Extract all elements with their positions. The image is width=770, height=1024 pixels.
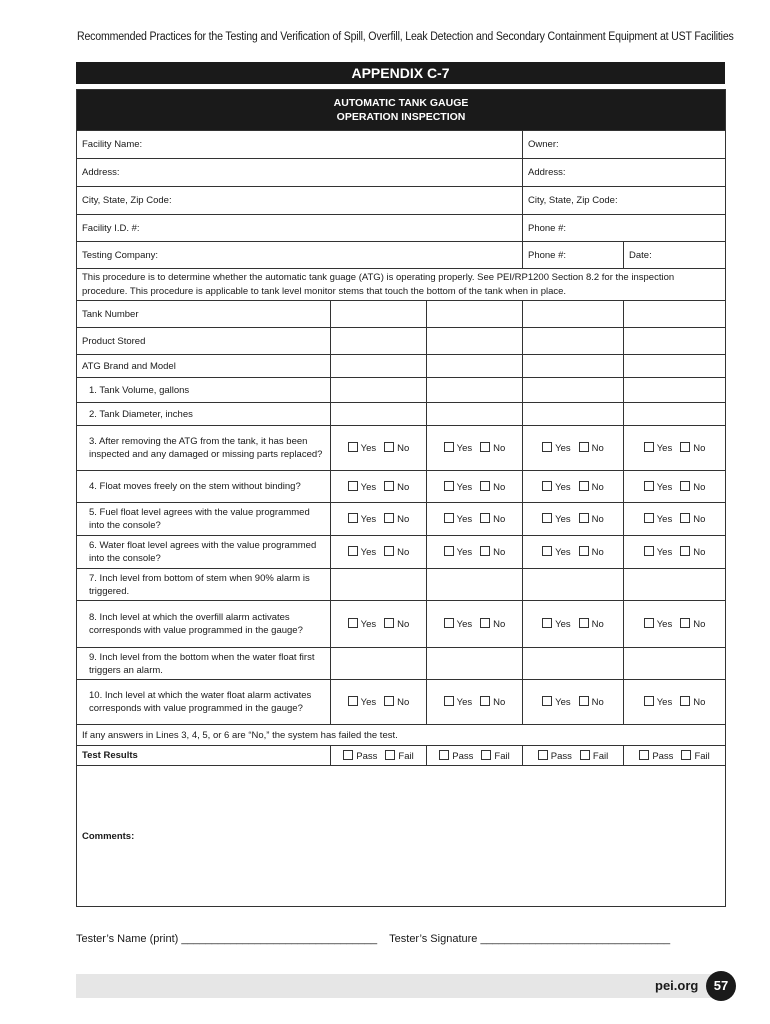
answer-cell — [427, 601, 523, 648]
yes-option[interactable] — [542, 481, 571, 493]
pass-option[interactable] — [439, 750, 473, 762]
answer-cell — [427, 426, 523, 471]
no-label: No — [493, 619, 506, 630]
answer-cell — [624, 536, 726, 569]
pass-label: Pass — [550, 750, 572, 762]
checkbox-icon[interactable] — [480, 481, 490, 491]
checkbox-icon[interactable] — [639, 750, 649, 760]
answer-cell — [427, 503, 523, 536]
checkbox-icon[interactable] — [579, 696, 589, 706]
facility-name-field[interactable]: Facility Name: — [77, 131, 523, 159]
checkbox-icon[interactable] — [542, 618, 552, 628]
tester-name-field[interactable]: Tester’s Name (print) ________________________________ — [76, 933, 378, 945]
checkbox-icon[interactable] — [444, 696, 454, 706]
yes-option[interactable] — [542, 513, 571, 525]
no-option[interactable] — [384, 481, 409, 493]
checkbox-icon[interactable] — [644, 696, 654, 706]
no-option[interactable] — [579, 546, 604, 558]
checkbox-icon[interactable] — [444, 546, 454, 556]
yes-label: Yes — [555, 697, 571, 708]
fail-option[interactable] — [481, 750, 509, 762]
pass-option[interactable] — [639, 750, 673, 762]
answer-cell — [624, 426, 726, 471]
test-results-label: Test Results — [77, 746, 331, 766]
input-cell[interactable] — [523, 355, 624, 378]
page-number: 57 — [706, 971, 736, 1001]
fail-option[interactable] — [385, 750, 413, 762]
input-cell[interactable] — [523, 403, 624, 426]
input-cell[interactable] — [523, 648, 624, 680]
row-label: 3. After removing the ATG from the tank, it has been inspected and any damaged or missing parts replaced? — [77, 426, 331, 471]
checkbox-icon[interactable] — [385, 750, 395, 760]
answer-cell — [624, 471, 726, 503]
checkbox-icon[interactable] — [579, 481, 589, 491]
input-cell[interactable] — [624, 403, 726, 426]
checkbox-icon[interactable] — [542, 513, 552, 523]
answer-cell — [427, 471, 523, 503]
no-label: No — [397, 697, 410, 708]
yes-label: Yes — [360, 514, 377, 525]
checkbox-icon[interactable] — [680, 546, 690, 556]
input-cell[interactable] — [331, 301, 427, 328]
checkbox-icon[interactable] — [480, 546, 490, 556]
yes-option[interactable] — [444, 481, 473, 493]
no-option[interactable] — [680, 442, 705, 454]
footer-site: pei.org — [655, 978, 699, 993]
yes-option[interactable] — [542, 618, 571, 630]
checkbox-icon[interactable] — [444, 618, 454, 628]
checkbox-icon[interactable] — [348, 618, 358, 628]
yes-option[interactable] — [542, 442, 571, 454]
input-cell[interactable] — [331, 648, 427, 680]
answer-cell — [331, 746, 427, 766]
no-option[interactable] — [480, 696, 505, 708]
no-option[interactable] — [680, 618, 705, 630]
checkbox-icon[interactable] — [579, 513, 589, 523]
checkbox-icon[interactable] — [480, 696, 490, 706]
checkbox-icon[interactable] — [680, 513, 690, 523]
pass-label: Pass — [652, 750, 674, 762]
checkbox-icon[interactable] — [580, 750, 590, 760]
checkbox-icon[interactable] — [348, 442, 358, 452]
no-label: No — [493, 697, 506, 708]
no-option[interactable] — [680, 546, 705, 558]
checkbox-icon[interactable] — [480, 513, 490, 523]
yes-label: Yes — [555, 481, 571, 493]
answer-cell — [427, 680, 523, 725]
answer-cell — [523, 601, 624, 648]
yes-option[interactable] — [348, 546, 377, 558]
fail-label: Fail — [398, 750, 414, 762]
answer-cell — [624, 746, 726, 766]
yes-option[interactable] — [444, 546, 473, 558]
checkbox-icon[interactable] — [680, 481, 690, 491]
no-option[interactable] — [480, 546, 505, 558]
checkbox-icon[interactable] — [579, 618, 589, 628]
yes-label: Yes — [456, 619, 473, 630]
input-cell[interactable] — [331, 569, 427, 601]
answer-cell — [523, 503, 624, 536]
yes-label: Yes — [360, 481, 377, 493]
owner-address-field[interactable]: Address: — [523, 159, 726, 187]
checkbox-icon[interactable] — [644, 513, 654, 523]
input-cell[interactable] — [523, 328, 624, 355]
yes-label: Yes — [656, 443, 673, 454]
input-cell[interactable] — [331, 328, 427, 355]
testing-company-field[interactable]: Testing Company: — [77, 242, 523, 269]
yes-option[interactable] — [348, 442, 377, 454]
yes-option[interactable] — [644, 481, 673, 493]
input-cell[interactable] — [624, 648, 726, 680]
answer-cell — [523, 536, 624, 569]
checkbox-icon[interactable] — [542, 546, 552, 556]
fail-label: Fail — [494, 750, 510, 762]
checkbox-icon[interactable] — [444, 442, 454, 452]
yes-label: Yes — [656, 697, 673, 708]
no-label: No — [591, 481, 604, 493]
checkbox-icon[interactable] — [681, 750, 691, 760]
input-cell[interactable] — [624, 378, 726, 403]
row-label: 7. Inch level from bottom of stem when 90% alarm is triggered. — [77, 569, 331, 601]
no-option[interactable] — [384, 696, 409, 708]
yes-label: Yes — [456, 443, 473, 454]
pass-label: Pass — [356, 750, 378, 762]
yes-option[interactable] — [348, 618, 377, 630]
yes-label: Yes — [456, 481, 473, 493]
no-label: No — [693, 443, 706, 454]
input-cell[interactable] — [331, 403, 427, 426]
checkbox-icon[interactable] — [384, 696, 394, 706]
yes-label: Yes — [555, 514, 571, 525]
yes-label: Yes — [555, 547, 571, 558]
answer-cell — [331, 680, 427, 725]
no-label: No — [693, 481, 706, 493]
no-label: No — [493, 547, 506, 558]
yes-label: Yes — [656, 514, 673, 525]
yes-label: Yes — [456, 514, 473, 525]
answer-cell — [523, 746, 624, 766]
input-cell[interactable] — [331, 378, 427, 403]
answer-cell — [331, 426, 427, 471]
input-cell[interactable] — [523, 569, 624, 601]
answer-cell — [523, 680, 624, 725]
owner-field[interactable]: Owner: — [523, 131, 726, 159]
checkbox-icon[interactable] — [480, 442, 490, 452]
row-label: 2. Tank Diameter, inches — [77, 403, 331, 426]
row-label: 10. Inch level at which the water float alarm activates corresponds with value programmed in the gauge? — [77, 680, 331, 725]
running-header: Recommended Practices for the Testing and Verification of Spill, Overfill, Leak Detection and Secondary Containment Equipment at UST Facilities — [77, 31, 734, 43]
row-label: 8. Inch level at which the overfill alarm activates corresponds with value programmed in the gauge? — [77, 601, 331, 648]
no-label: No — [693, 514, 706, 525]
input-cell[interactable] — [624, 301, 726, 328]
checkbox-icon[interactable] — [384, 481, 394, 491]
checkbox-icon[interactable] — [348, 481, 358, 491]
checkbox-icon[interactable] — [348, 696, 358, 706]
answer-cell — [331, 601, 427, 648]
yes-option[interactable] — [644, 513, 673, 525]
input-cell[interactable] — [427, 328, 523, 355]
checkbox-icon[interactable] — [384, 442, 394, 452]
date-field[interactable]: Date: — [624, 242, 726, 269]
no-label: No — [493, 481, 506, 493]
checkbox-icon[interactable] — [384, 618, 394, 628]
checkbox-icon[interactable] — [644, 618, 654, 628]
no-option[interactable] — [579, 481, 604, 493]
answer-cell — [624, 601, 726, 648]
yes-label: Yes — [360, 697, 377, 708]
yes-option[interactable] — [644, 442, 673, 454]
answer-cell — [427, 746, 523, 766]
yes-label: Yes — [555, 443, 571, 454]
answer-cell — [523, 426, 624, 471]
row-label: 5. Fuel float level agrees with the value programmed into the console? — [77, 503, 331, 536]
facility-id-field[interactable]: Facility I.D. #: — [77, 215, 523, 242]
yes-label: Yes — [656, 481, 673, 493]
no-label: No — [693, 547, 706, 558]
row-label: ATG Brand and Model — [77, 355, 331, 378]
checkbox-icon[interactable] — [579, 442, 589, 452]
no-option[interactable] — [579, 696, 604, 708]
checkbox-icon[interactable] — [644, 546, 654, 556]
yes-option[interactable] — [348, 481, 377, 493]
no-label: No — [493, 514, 506, 525]
input-cell[interactable] — [427, 569, 523, 601]
yes-label: Yes — [456, 547, 473, 558]
answer-cell — [331, 503, 427, 536]
row-label: Tank Number — [77, 301, 331, 328]
yes-label: Yes — [656, 547, 673, 558]
yes-label: Yes — [555, 619, 571, 630]
input-cell[interactable] — [427, 301, 523, 328]
fail-label: Fail — [694, 750, 710, 762]
no-option[interactable] — [480, 442, 505, 454]
facility-city-field[interactable]: City, State, Zip Code: — [77, 187, 523, 215]
fail-label: Fail — [592, 750, 609, 762]
inspection-form — [76, 89, 726, 907]
checkbox-icon[interactable] — [542, 481, 552, 491]
checkbox-icon[interactable] — [680, 618, 690, 628]
row-label: 4. Float moves freely on the stem without binding? — [77, 471, 331, 503]
company-phone-field[interactable]: Phone #: — [523, 242, 624, 269]
footer-bar — [76, 974, 725, 998]
no-label: No — [397, 514, 410, 525]
no-label: No — [397, 481, 410, 493]
checkbox-icon[interactable] — [542, 696, 552, 706]
no-option[interactable] — [680, 481, 705, 493]
input-cell[interactable] — [523, 378, 624, 403]
yes-option[interactable] — [644, 546, 673, 558]
facility-address-field[interactable]: Address: — [77, 159, 523, 187]
no-label: No — [591, 514, 604, 525]
checkbox-icon[interactable] — [680, 696, 690, 706]
answer-cell — [331, 471, 427, 503]
no-option[interactable] — [579, 618, 604, 630]
answer-cell — [523, 471, 624, 503]
checkbox-icon[interactable] — [348, 513, 358, 523]
no-label: No — [591, 443, 604, 454]
no-label: No — [591, 697, 604, 708]
input-cell[interactable] — [427, 648, 523, 680]
checkbox-icon[interactable] — [579, 546, 589, 556]
yes-option[interactable] — [644, 618, 673, 630]
fail-option[interactable] — [580, 750, 608, 762]
yes-label: Yes — [360, 619, 377, 630]
tester-signature-field[interactable]: Tester’s Signature _______________________________ — [389, 933, 671, 945]
pass-option[interactable] — [538, 750, 572, 762]
checkbox-icon[interactable] — [343, 750, 353, 760]
form-title: AUTOMATIC TANK GAUGE OPERATION INSPECTION — [77, 90, 726, 131]
checkbox-icon[interactable] — [384, 513, 394, 523]
checkbox-icon[interactable] — [348, 546, 358, 556]
answer-cell — [331, 536, 427, 569]
fail-option[interactable] — [681, 750, 709, 762]
yes-option[interactable] — [644, 696, 673, 708]
no-label: No — [397, 619, 410, 630]
yes-option[interactable] — [444, 696, 473, 708]
yes-option[interactable] — [348, 513, 377, 525]
checkbox-icon[interactable] — [538, 750, 548, 760]
no-option[interactable] — [579, 442, 604, 454]
no-option[interactable] — [384, 442, 409, 454]
pass-option[interactable] — [343, 750, 377, 762]
no-option[interactable] — [480, 513, 505, 525]
no-option[interactable] — [384, 618, 409, 630]
no-label: No — [693, 697, 706, 708]
checkbox-icon[interactable] — [644, 442, 654, 452]
no-option[interactable] — [384, 546, 409, 558]
checkbox-icon[interactable] — [644, 481, 654, 491]
no-option[interactable] — [680, 696, 705, 708]
yes-option[interactable] — [444, 618, 473, 630]
row-label: 9. Inch level from the bottom when the water float first triggers an alarm. — [77, 648, 331, 680]
yes-option[interactable] — [542, 696, 571, 708]
owner-city-field[interactable]: City, State, Zip Code: — [523, 187, 726, 215]
yes-option[interactable] — [348, 696, 377, 708]
row-label: 1. Tank Volume, gallons — [77, 378, 331, 403]
checkbox-icon[interactable] — [444, 481, 454, 491]
fail-note: If any answers in Lines 3, 4, 5, or 6 are “No,” the system has failed the test. — [77, 725, 726, 746]
input-cell[interactable] — [624, 328, 726, 355]
no-label: No — [591, 619, 604, 630]
no-option[interactable] — [384, 513, 409, 525]
no-option[interactable] — [579, 513, 604, 525]
checkbox-icon[interactable] — [444, 513, 454, 523]
yes-option[interactable] — [444, 513, 473, 525]
owner-phone-field[interactable]: Phone #: — [523, 215, 726, 242]
input-cell[interactable] — [523, 301, 624, 328]
no-option[interactable] — [480, 618, 505, 630]
yes-option[interactable] — [542, 546, 571, 558]
no-option[interactable] — [480, 481, 505, 493]
answer-cell — [624, 503, 726, 536]
appendix-label: APPENDIX C-7 — [76, 62, 725, 84]
input-cell[interactable] — [624, 355, 726, 378]
yes-label: Yes — [456, 697, 473, 708]
tester-line — [76, 933, 725, 945]
comments-box[interactable]: Comments: — [77, 766, 726, 907]
checkbox-icon[interactable] — [481, 750, 491, 760]
no-label: No — [591, 547, 604, 558]
input-cell[interactable] — [427, 403, 523, 426]
yes-label: Yes — [656, 619, 673, 630]
no-option[interactable] — [680, 513, 705, 525]
yes-label: Yes — [360, 443, 377, 454]
checkbox-icon[interactable] — [480, 618, 490, 628]
checkbox-icon[interactable] — [384, 546, 394, 556]
input-cell[interactable] — [331, 355, 427, 378]
checkbox-icon[interactable] — [542, 442, 552, 452]
yes-label: Yes — [360, 547, 377, 558]
input-cell[interactable] — [427, 378, 523, 403]
row-label: 6. Water float level agrees with the value programmed into the console? — [77, 536, 331, 569]
yes-option[interactable] — [444, 442, 473, 454]
no-label: No — [397, 547, 410, 558]
no-label: No — [397, 443, 410, 454]
no-label: No — [693, 619, 706, 630]
input-cell[interactable] — [427, 355, 523, 378]
answer-cell — [427, 536, 523, 569]
procedure-text: This procedure is to determine whether the automatic tank guage (ATG) is operating properly. See PEI/RP1200 Section 8.2 for the inspection procedure. This procedure is applicable to tank level monitor stems that touch the bottom of the tank when in place. — [77, 269, 726, 301]
row-label: Product Stored — [77, 328, 331, 355]
checkbox-icon[interactable] — [439, 750, 449, 760]
checkbox-icon[interactable] — [680, 442, 690, 452]
pass-label: Pass — [452, 750, 474, 762]
no-label: No — [493, 443, 506, 454]
input-cell[interactable] — [624, 569, 726, 601]
answer-cell — [624, 680, 726, 725]
